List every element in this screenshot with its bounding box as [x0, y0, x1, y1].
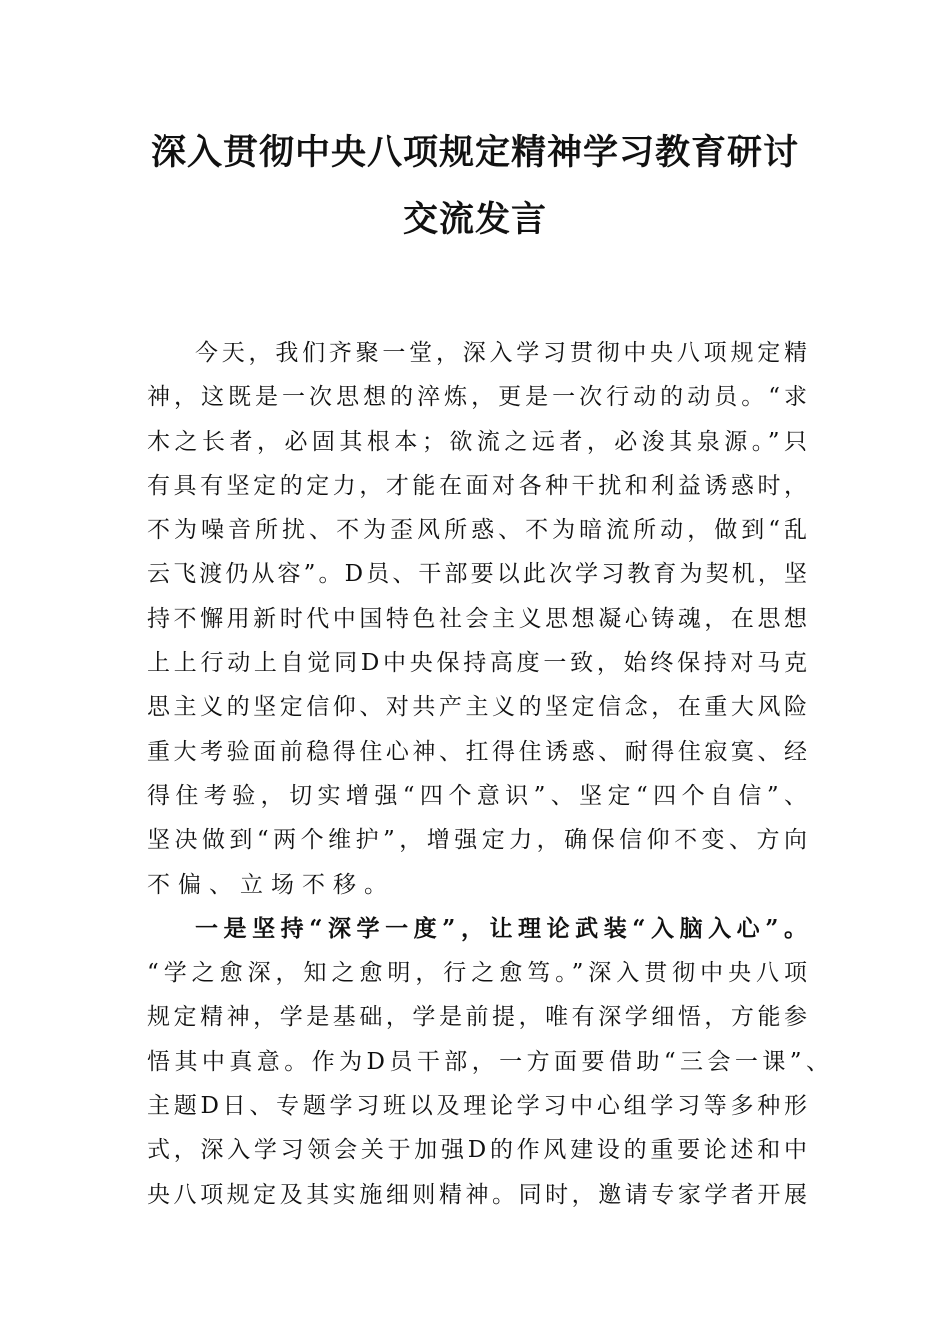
body-line: 思主义的坚定信仰、对共产主义的坚定信念，在重大风险 [147, 694, 807, 721]
body-line: 不为噪音所扰、不为歪风所惑、不为暗流所动，做到“乱 [147, 517, 807, 544]
body-line: 得住考验，切实增强“四个意识”、坚定“四个自信”、 [147, 782, 807, 809]
body-line: 持不懈用新时代中国特色社会主义思想凝心铸魂，在思想 [147, 605, 807, 632]
body-line: 不偏、立场不移。 [147, 871, 395, 898]
body-line: 今天，我们齐聚一堂，深入学习贯彻中央八项规定精 [195, 340, 807, 366]
body-line: 神，这既是一次思想的淬炼，更是一次行动的动员。“求 [147, 384, 807, 411]
document-body [147, 331, 829, 1217]
section-heading: 一是坚持“深学一度”，让理论武装“入脑入心”。 [195, 914, 807, 942]
body-line: 坚决做到“两个维护”，增强定力，确保信仰不变、方向 [147, 827, 807, 854]
body-line: 重大考验面前稳得住心神、扛得住诱惑、耐得住寂寞、经 [147, 738, 807, 765]
body-line: 式，深入学习领会关于加强D的作风建设的重要论述和中 [147, 1137, 807, 1164]
body-line: 规定精神，学是基础，学是前提，唯有深学细悟，方能参 [147, 1004, 807, 1031]
body-line: 主题D日、专题学习班以及理论学习中心组学习等多种形 [147, 1093, 807, 1120]
body-line: 木之长者，必固其根本；欲流之远者，必浚其泉源。”只 [147, 428, 807, 455]
body-line: 有具有坚定的定力，才能在面对各种干扰和利益诱惑时， [147, 472, 807, 499]
body-line: “学之愈深，知之愈明，行之愈笃。”深入贯彻中央八项 [147, 960, 807, 987]
body-line: 云飞渡仍从容”。D员、干部要以此次学习教育为契机，坚 [147, 561, 807, 588]
document-title-line-2: 交流发言 [402, 199, 547, 240]
body-line: 悟其中真意。作为D员干部，一方面要借助“三会一课”、 [147, 1048, 829, 1075]
body-line: 央八项规定及其实施细则精神。同时，邀请专家学者开展 [147, 1181, 807, 1208]
document-title-line-1: 深入贯彻中央八项规定精神学习教育研讨 [150, 132, 799, 173]
body-line: 上上行动上自觉同D中央保持高度一致，始终保持对马克 [147, 650, 807, 677]
